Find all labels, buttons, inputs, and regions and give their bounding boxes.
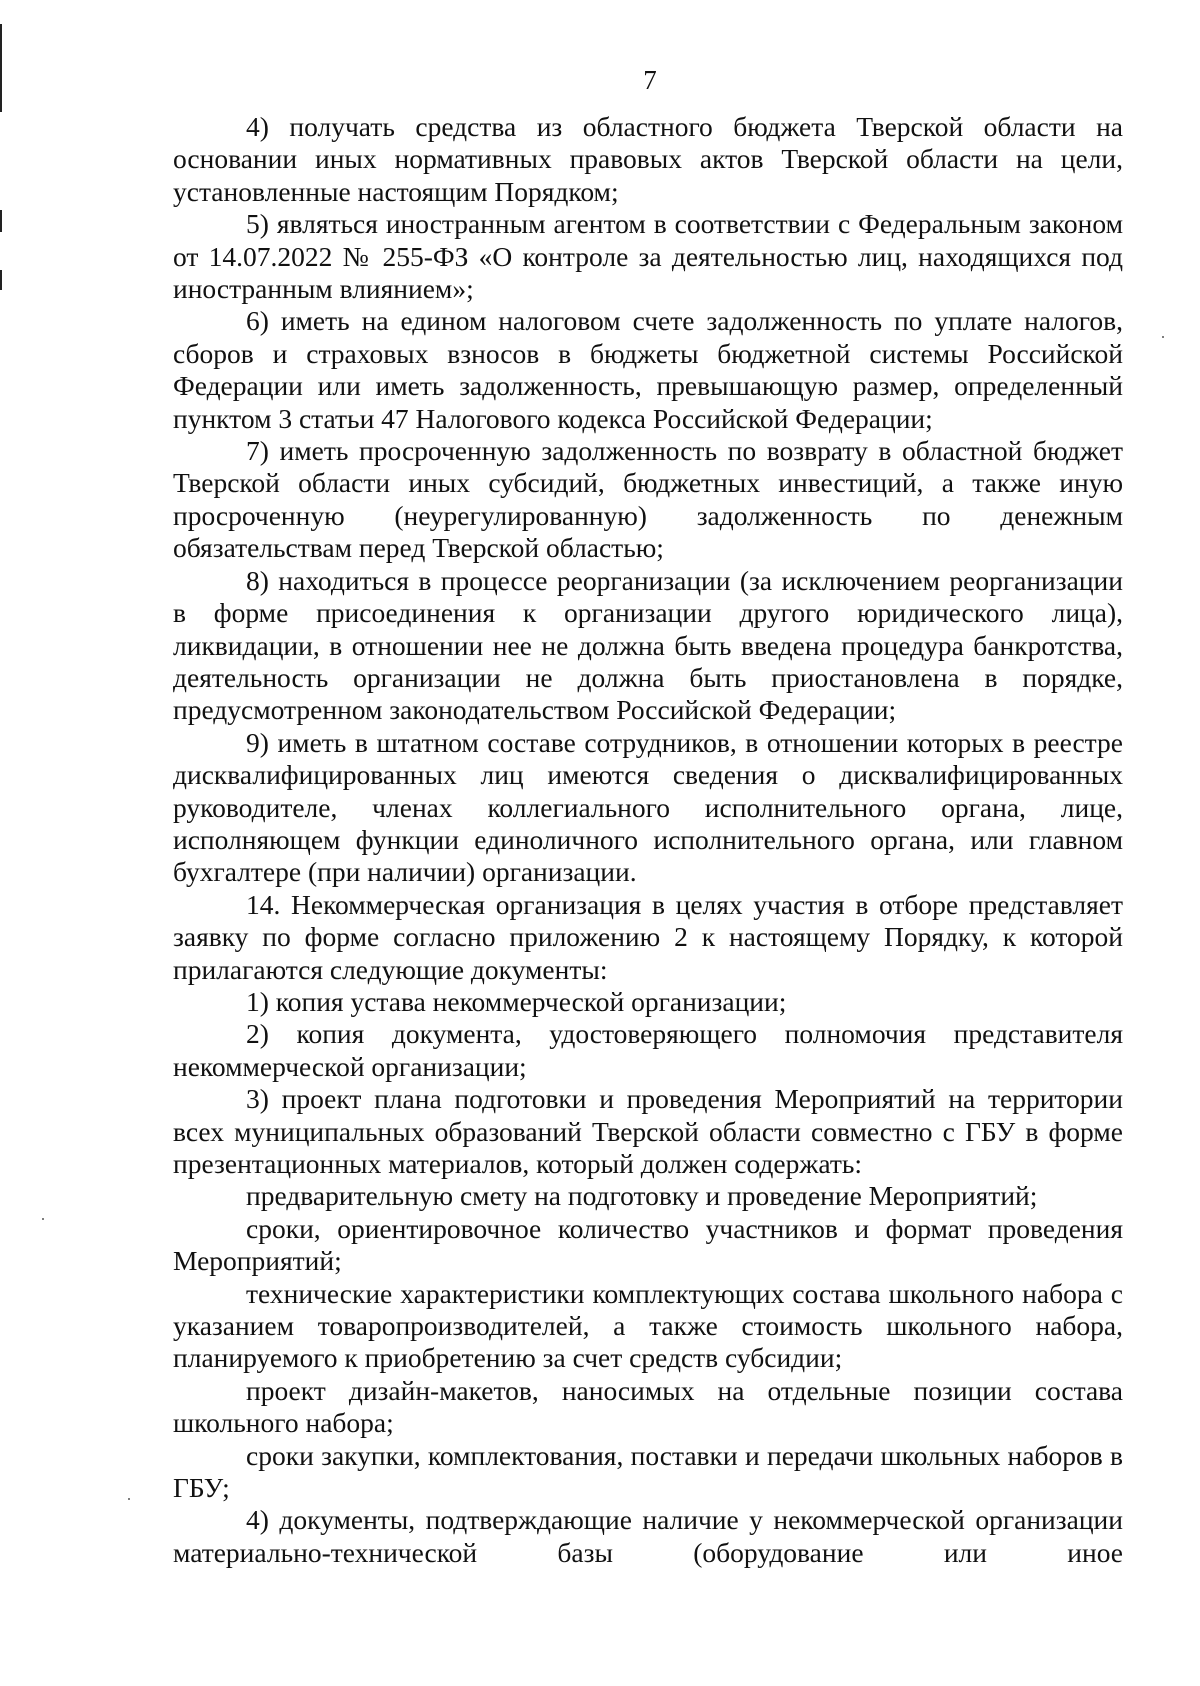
scan-edge-mark (0, 270, 2, 290)
paragraph: 6) иметь на едином налоговом счете задолженность по уплате налогов, сборов и страховых взносов в бюджеты бюджетной системы Российской Федерации или иметь задолженность, превышающую размер, определенный пунктом 3 статьи 47 Налогового кодекса Российской Федерации; (173, 305, 1123, 434)
paragraph: 7) иметь просроченную задолженность по возврату в областной бюджет Тверской области иных субсидий, бюджетных инвестиций, а также иную просроченную (неурегулированную) задолженность по денежным обязательствам перед Тверской областью; (173, 435, 1123, 564)
paragraph: сроки закупки, комплектования, поставки и передачи школьных наборов в ГБУ; (173, 1439, 1123, 1504)
paragraph: 8) находиться в процессе реорганизации (за исключением реорганизации в форме присоединения к организации другого юридического лица), ликвидации, в отношении нее не должна быть введена процедура банкротства, деятельность организации не должна быть приостановлена в порядке, предусмотренном законодательством Российской Федерации; (173, 564, 1123, 726)
paragraph: сроки, ориентировочное количество участников и формат проведения Мероприятий; (173, 1212, 1123, 1277)
paragraph: 1) копия устава некоммерческой организации; (246, 985, 787, 1017)
paragraph: 9) иметь в штатном составе сотрудников, в отношении которых в реестре дисквалифицированных лиц имеются сведения о дисквалифицированных руководителе, членах коллегиального исполнительного органа, лице, исполняющем функции единоличного исполнительного органа, или главном бухгалтере (при наличии) организации. (173, 726, 1123, 888)
scan-speck (42, 1218, 44, 1220)
paragraph: 5) являться иностранным агентом в соответствии с Федеральным законом от 14.07.2022 № 255-ФЗ «О контроле за деятельностью лиц, находящихся под иностранным влиянием»; (173, 208, 1123, 305)
scan-edge-mark (0, 210, 2, 232)
page-number: 7 (643, 65, 657, 95)
document-body (173, 111, 1123, 1569)
paragraph: технические характеристики комплектующих состава школьного набора с указанием товаропроизводителей, а также стоимость школьного набора, планируемого к приобретению за счет средств субсидии; (173, 1277, 1123, 1374)
paragraph: 3) проект плана подготовки и проведения Мероприятий на территории всех муниципальных образований Тверской области совместно с ГБУ в форме презентационных материалов, который должен содержать: (173, 1083, 1123, 1179)
paragraph: 14. Некоммерческая организация в целях участия в отборе представляет заявку по форме согласно приложению 2 к настоящему Порядку, к которой прилагаются следующие документы: (173, 888, 1123, 985)
paragraph: проект дизайн-макетов, наносимых на отдельные позиции состава школьного набора; (173, 1374, 1123, 1439)
scan-speck (1162, 336, 1164, 338)
paragraph: 2) копия документа, удостоверяющего полномочия представителя некоммерческой организации; (173, 1018, 1123, 1082)
paragraph: 4) документы, подтверждающие наличие у некоммерческой организации материально-технической базы (оборудование или иное (173, 1504, 1123, 1568)
scan-speck (128, 1498, 130, 1500)
paragraph: предварительную смету на подготовку и проведение Мероприятий; (246, 1180, 1038, 1212)
paragraph: 4) получать средства из областного бюджета Тверской области на основании иных нормативных правовых актов Тверской области на цели, установленные настоящим Порядком; (173, 111, 1123, 207)
